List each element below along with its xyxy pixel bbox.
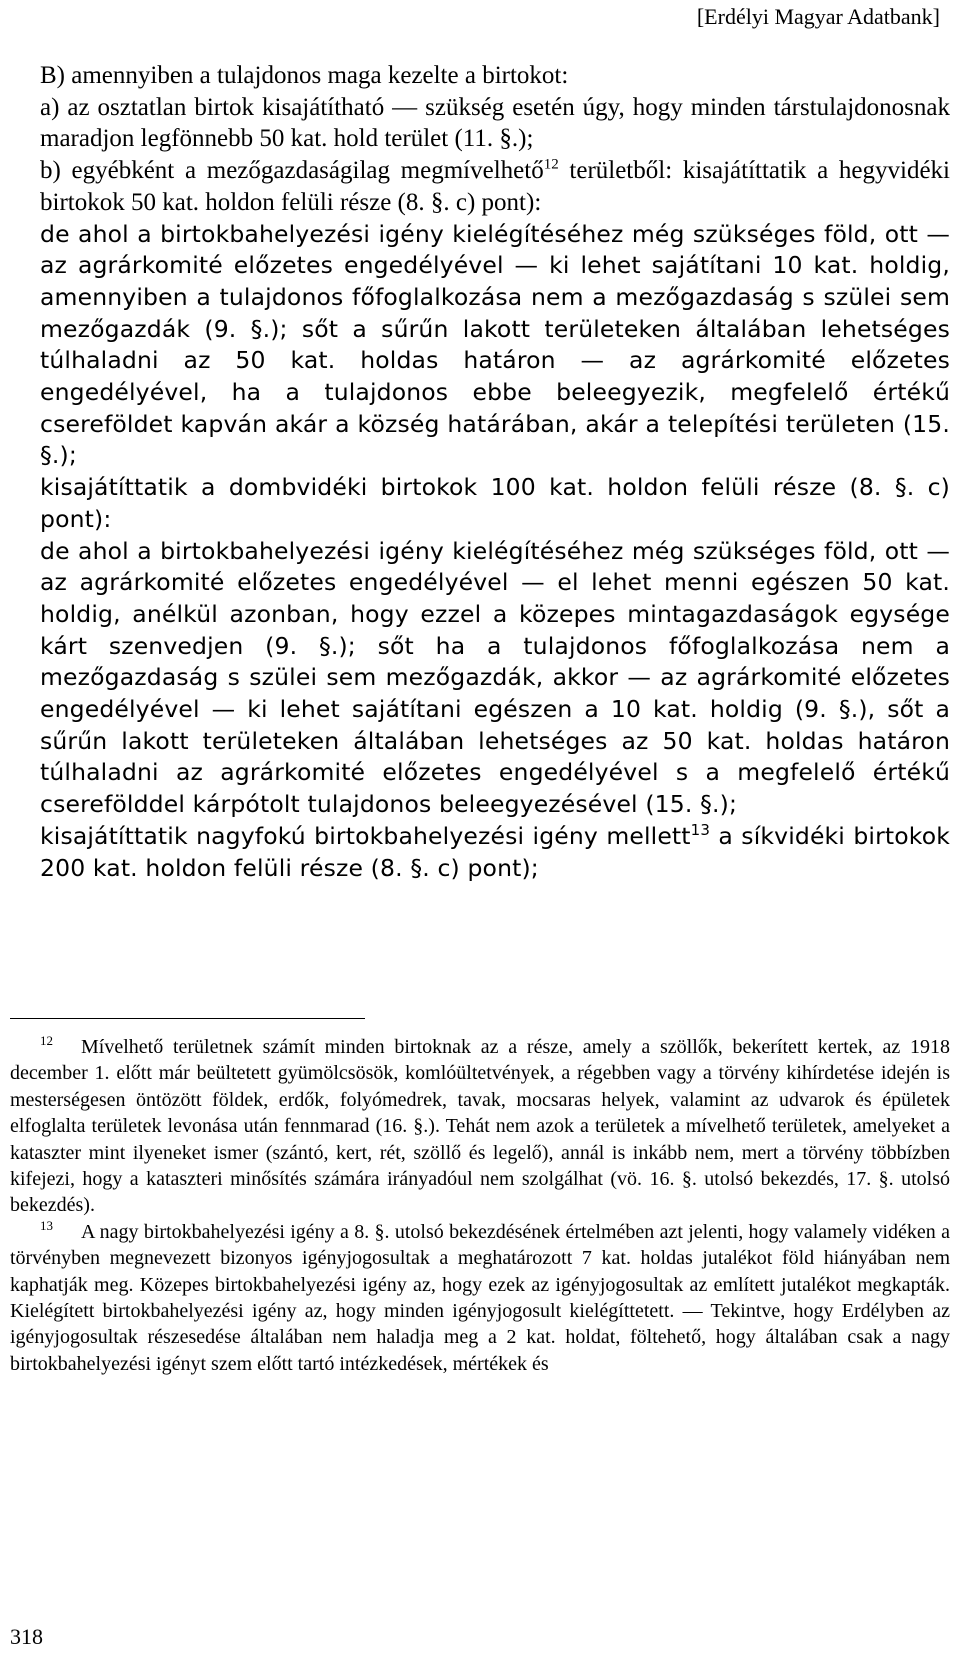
- footnote-12-number: 12: [40, 1033, 53, 1049]
- main-text: [10, 60, 950, 884]
- footnotes: [10, 1034, 950, 1377]
- footnote-ref-12[interactable]: 12: [543, 156, 559, 173]
- footnote-12-text: Mívelhető területnek számít minden birtoknak az a része, amely a szöllők, bekerített kertek, az 1918 december 1. előtt már beültetett gyümölcsösök, komlóültetvények, a régebben vagy a törvény kihírdetése idején is mesterségesen öntözött földek, erdők, folyómedrek, tavak, mocsaras helyek, valamint az udvarok és épületek elfoglalta területek levonása után fennmarad (16. §.). Tehát nem azok a területek a mívelhető területek, amelyeket a kataszter mint ilyeneket ismer (szántó, kert, rét, szöllő és legelő), annál is inkább nem, mert a törvény többízben kifejezi, hogy a kataszteri minősítés számára irányadóul nem szolgálhat (vö. 16. §. utolsó bekezdés, 17. §. utolsó bekezdés).: [10, 1036, 950, 1217]
- footnote-separator: [10, 1018, 365, 1019]
- paragraph-sikvideki-text-2: a síkvidéki birtokok 200 kat. holdon felüli része (8. §. c) pont);: [40, 821, 950, 882]
- paragraph-b-egyebkent: [10, 155, 950, 218]
- footnote-13-text: A nagy birtokbahelyezési igény a 8. §. utolsó bekezdésének értelmében azt jelenti, hogy valamely vidéken a törvényben megnevezett bizonyos igényjogosultak a meghatározott 7 kat. holdas jutalékot föld hiányában nem kaphatják meg. Közepes birtokbahelyezési igény az, hogy ezek az igényjogosultak az említett jutalékot megkapták. Kielégített birtokbahelyezési igény az, hogy minden igényjogosult kielégíttetett. — Tekintve, hogy Erdélyben az igényjogosultak részesedése általában nem haladja meg a 2 kat. holdat, föltehető, hogy általában csak a nagy birtokbahelyezési igényt szem előtt tartó intézkedések, mértékek és: [10, 1220, 950, 1375]
- paragraph-b-text-2: területből: kisajátíttatik a hegyvidéki birtokok 50 kat. holdon felüli része (8. §. c) pont):: [40, 157, 950, 216]
- page-header: [Erdélyi Magyar Adatbank]: [696, 4, 940, 29]
- footnote-13: [10, 1219, 950, 1377]
- footnote-12: [10, 1034, 950, 1219]
- paragraph-b-text-1: b) egyébként a mezőgazdaságilag megmívelhető: [40, 157, 544, 185]
- footnote-ref-13[interactable]: 13: [690, 821, 711, 840]
- footnote-13-number: 13: [40, 1218, 53, 1234]
- paragraph-sikvideki-text-1: kisajátíttatik nagyfokú birtokbahelyezési igény mellett: [40, 821, 691, 850]
- paragraph-dombvideki: kisajátíttatik a dombvidéki birtokok 100 kat. holdon felüli része (8. §. c) pont):: [40, 473, 950, 533]
- paragraph-dombvideki-exception: de ahol a birtokbahelyezési igény kielégítéséhez még szükséges föld, ott — az agrárkomité előzetes engedélyével — el lehet menni egészen 50 kat. holdig, anélkül azonban, hogy ezzel a közepes mintagazdaságok egysége kárt szenvedjen (9. §.); sőt ha a tulajdonos főfoglalkozása nem a mezőgazdaság s szülei sem mezőgazdák, akkor — az agrárkomité előzetes engedélyével — ki lehet sajátítani egészen a 10 kat. holdig (9. §.), sőt a sűrűn lakott területeken általában lehetséges az 50 kat. holdas határon túlhaladni az agrárkomité előzetes engedélyével s a megfelelő értékű cserefölddel kárpótolt tulajdonos beleegyezésével (15. §.);: [40, 536, 950, 819]
- paragraph-b-intro: B) amennyiben a tulajdonos maga kezelte a birtokot:: [40, 62, 569, 89]
- page-number: 318: [10, 1624, 43, 1649]
- paragraph-sikvideki: [10, 821, 950, 884]
- paragraph-a-osztatlan: a) az osztatlan birtok kisajátítható — szükség esetén úgy, hogy minden társtulajdonosnak maradjon legfönnebb 50 kat. hold terület (11. §.);: [40, 93, 950, 153]
- paragraph-hegyvideki-exception: de ahol a birtokbahelyezési igény kielégítéséhez még szükséges föld, ott — az agrárkomité előzetes engedélyével — ki lehet sajátítani 10 kat. holdig, amennyiben a tulajdonos főfoglalkozása nem a mezőgazdaság s szülei sem mezőgazdák (9. §.); sőt a sűrűn lakott területeken általában lehetséges túlhaladni az 50 kat. holdas határon — az agrárkomité előzetes engedélyével, ha a tulajdonos ebbe beleegyezik, megfelelő értékű csereföldet kapván akár a község határában, akár a telepítési területen (15. §.);: [40, 219, 950, 470]
